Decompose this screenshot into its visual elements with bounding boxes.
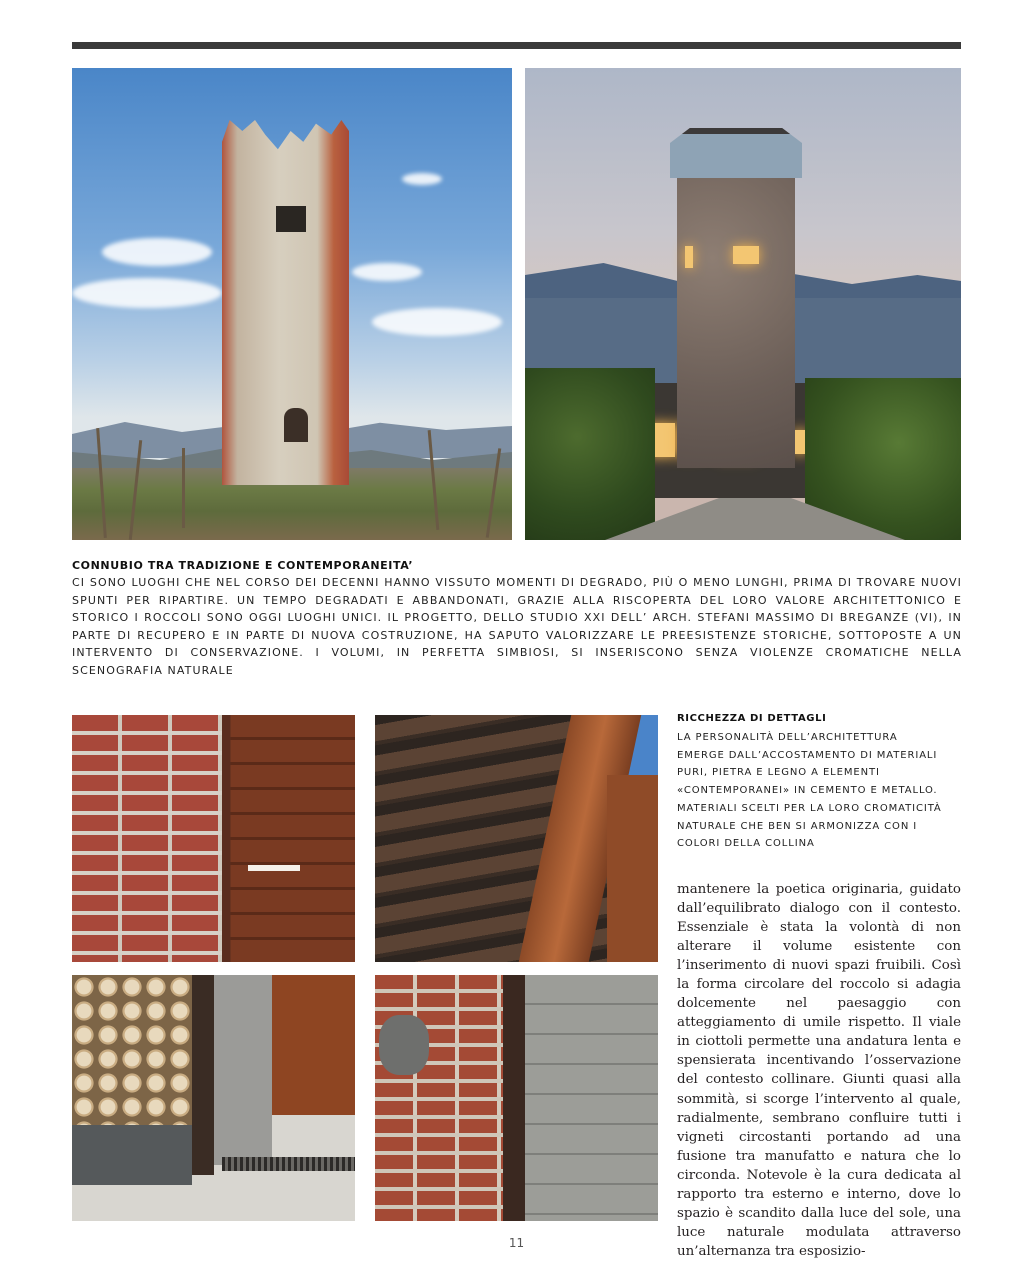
details-caption-title: RICCHEZZA DI DETTAGLI <box>677 713 827 724</box>
details-caption-line: MATERIALI SCELTI PER LA LORO CROMATICITÀ <box>677 802 942 814</box>
cloud <box>402 173 442 185</box>
stone-inset <box>379 1015 429 1075</box>
photo-restored-tower <box>525 68 961 540</box>
glass-lantern-roof <box>670 128 802 178</box>
drain-grate <box>222 1157 355 1171</box>
cloud <box>372 308 502 336</box>
details-caption-line: LA PERSONALITÀ DELL’ARCHITETTURA <box>677 732 898 743</box>
vine-post <box>182 448 185 528</box>
caption-title: CONNUBIO TRA TRADIZIONE E CONTEMPORANEITA’ <box>72 559 414 572</box>
restored-tower <box>677 168 795 468</box>
details-caption-line: «CONTEMPORANEI» IN CEMENTO E METALLO. <box>677 785 938 797</box>
photo-corten-louvers <box>375 715 658 962</box>
cloud <box>352 263 422 281</box>
photo-woodpile-and-concrete <box>72 975 355 1221</box>
light-slot <box>248 865 300 871</box>
steel-profile <box>503 975 525 1221</box>
cloud <box>102 238 212 266</box>
details-caption-body <box>677 729 967 853</box>
rusted-panel <box>272 975 355 1115</box>
details-caption-line: NATURALE CHE BEN SI ARMONIZZA CON I <box>677 820 918 832</box>
top-rule <box>72 42 961 49</box>
tower-window <box>733 246 759 264</box>
details-caption-line: COLORI DELLA COLLINA <box>677 838 815 850</box>
caption-body: CI SONO LUOGHI CHE NEL CORSO DEI DECENNI HANNO VISSUTO MOMENTI DI DEGRADO, PIÙ O MENO LUNGHI, PRIMA DI TROVARE NUOVI SPUNTI PER RIPARTIRE. UN TEMPO DEGRADATI E ABBANDONATI, GRAZIE ALLA RISCOPERTA DEL LORO VALORE ARCHITETTONICO E STORICO I ROCCOLI SONO OGGI LUOGHI UNICI. IL PROGETTO, DELLO STUDIO XXI DELL’ ARCH. STEFANI MASSIMO DI BREGANZE (VI), IN PARTE DI RECUPERO E IN PARTE DI NUOVA COSTRUZIONE, HA SAPUTO VALORIZZARE LE PREESISTENZE STORICHE, SOTTOPOSTE A UN INTERVENTO DI CONSERVAZIONE. I VOLUMI, IN PERFETTA SIMBIOSI, SI INSERISCONO SENZA VIOLENZE CROMATICHE NELLA SCENOGRAFIA NATURALE <box>72 576 962 677</box>
wood-boards <box>525 975 658 1221</box>
photo-ruined-tower <box>72 68 512 540</box>
page-number: 11 <box>508 1236 525 1250</box>
corten-panel <box>607 775 658 962</box>
vineyard-left <box>525 368 655 540</box>
concrete-wall <box>214 975 272 1165</box>
article-body-text: mantenere la poetica originaria, guidato dall’equilibrato dialogo con il contesto. Essenziale è stata la volontà di non alterare il volume esistente con l’inserimento di nuovi spazi fruibili. Così la forma circolare del roccolo si adagia dolcemente nel paesaggio con atteggiamento di umile rispetto. Il viale in ciottoli permette una andatura lenta e spensierata incentivando l’osservazione del contesto collinare. Giunti quasi alla sommità, si scorge l’intervento al quale, radialmente, sembrano confluire tutti i vigneti circostanti portando ad una fusione tra manufatto e natura che lo circonda. Notevole è la cura dedicata al rapporto tra esterno e interno, dove lo spazio è scandito dalla luce del sole, una luce naturale modulata attraverso un’alternanza tra esposizio- <box>677 882 961 1259</box>
photo-brick-stone-and-wood <box>375 975 658 1221</box>
tower-window <box>685 246 693 268</box>
cloud <box>72 278 222 308</box>
stone-base <box>72 1125 192 1185</box>
tower-opening <box>284 408 308 442</box>
brick-wall <box>72 715 222 962</box>
woodpile <box>72 975 192 1125</box>
steel-pillar <box>192 975 214 1175</box>
tower-window <box>276 206 306 232</box>
details-caption-line: PURI, PIETRA E LEGNO A ELEMENTI <box>677 767 880 779</box>
details-caption-line: EMERGE DALL’ACCOSTAMENTO DI MATERIALI <box>677 749 938 761</box>
photo-bricks-and-rusted-steel <box>72 715 355 962</box>
brick-wall <box>375 975 503 1221</box>
